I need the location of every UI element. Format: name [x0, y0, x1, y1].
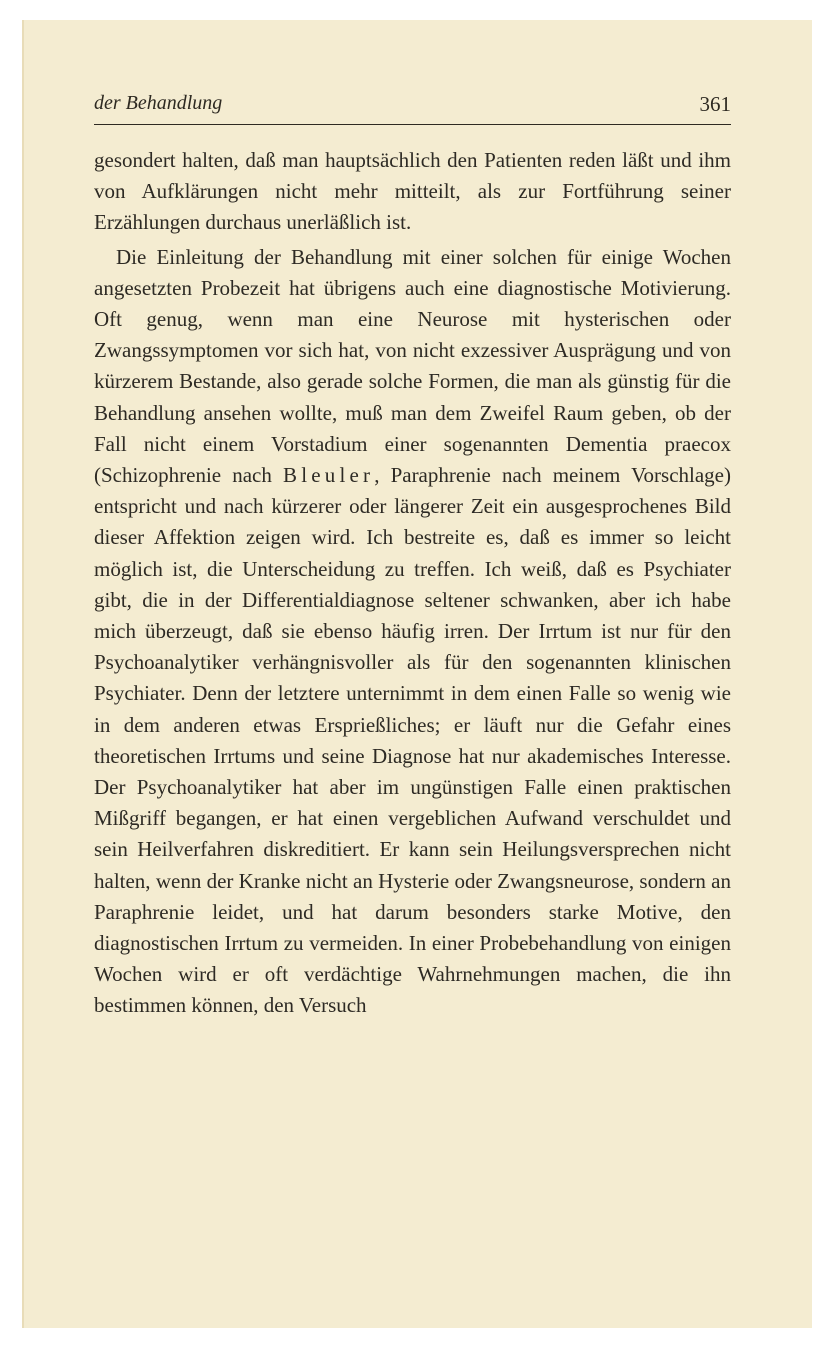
page-number: 361 — [699, 92, 731, 116]
running-head: der Behandlung — [94, 92, 223, 114]
page-header — [94, 90, 731, 125]
book-page — [22, 20, 812, 1328]
paragraph-2-text-b: , Paraphrenie nach meinem Vorschlage) entspricht und nach kürzerer oder längerer Zeit ein ausgesprochenes Bild dieser Affektion zeigen wird. Ich bestreite es, daß es immer so leicht möglich ist, die Unterscheidung zu treffen. Ich weiß, daß es Psychiater gibt, die in der Differentialdiagnose seltener schwanken, aber ich habe mich überzeugt, daß sie ebenso häufig irren. Der Irrtum ist nur für den Psychoanalytiker verhängnisvoller als für den sogenannten klinischen Psychiater. Denn der letztere unternimmt in dem einen Falle so wenig wie in dem anderen etwas Ersprießliches; er läuft nur die Gefahr eines theoretischen Irrtums und seine Diagnose hat nur akademisches Interesse. Der Psychoanalytiker hat aber im ungünstigen Falle einen praktischen Mißgriff begangen, er hat einen vergeblichen Aufwand verschuldet und sein Heilverfahren diskreditiert. Er kann sein Heilungsversprechen nicht halten, wenn der Kranke nicht an Hysterie oder Zwangsneurose, sondern an Paraphrenie leidet, und hat darum besonders starke Motive, den diagnostischen Irrtum zu vermeiden. In einer Probebehandlung von einigen Wochen wird er oft verdächtige Wahrnehmungen machen, die ihn bestimmen können, den Versuch — [94, 463, 731, 1018]
paragraph-2-text-a: Die Einleitung der Behandlung mit einer solchen für einige Wochen angesetzten Probezeit hat übrigens auch eine diagnostische Motivierung. Oft genug, wenn man eine Neurose mit hysterischen oder Zwangssymptomen vor sich hat, von nicht exzessiver Ausprägung und von kürzerem Bestande, also gerade solche Formen, die man als günstig für die Behandlung ansehen wollte, muß man dem Zweifel Raum geben, ob der Fall nicht einem Vorstadium einer sogenannten Dementia praecox (Schizophrenie nach — [94, 244, 731, 488]
author-name-bleuler: Bleuler — [282, 463, 375, 488]
page-body — [94, 145, 731, 1022]
paragraph-2 — [94, 242, 731, 1022]
paragraph-1: gesondert halten, daß man hauptsächlich den Patienten reden läßt und ihm von Aufklärungen nicht mehr mitteilt, als zur Fortführung seiner Erzählungen durchaus unerläßlich ist. — [94, 148, 731, 235]
